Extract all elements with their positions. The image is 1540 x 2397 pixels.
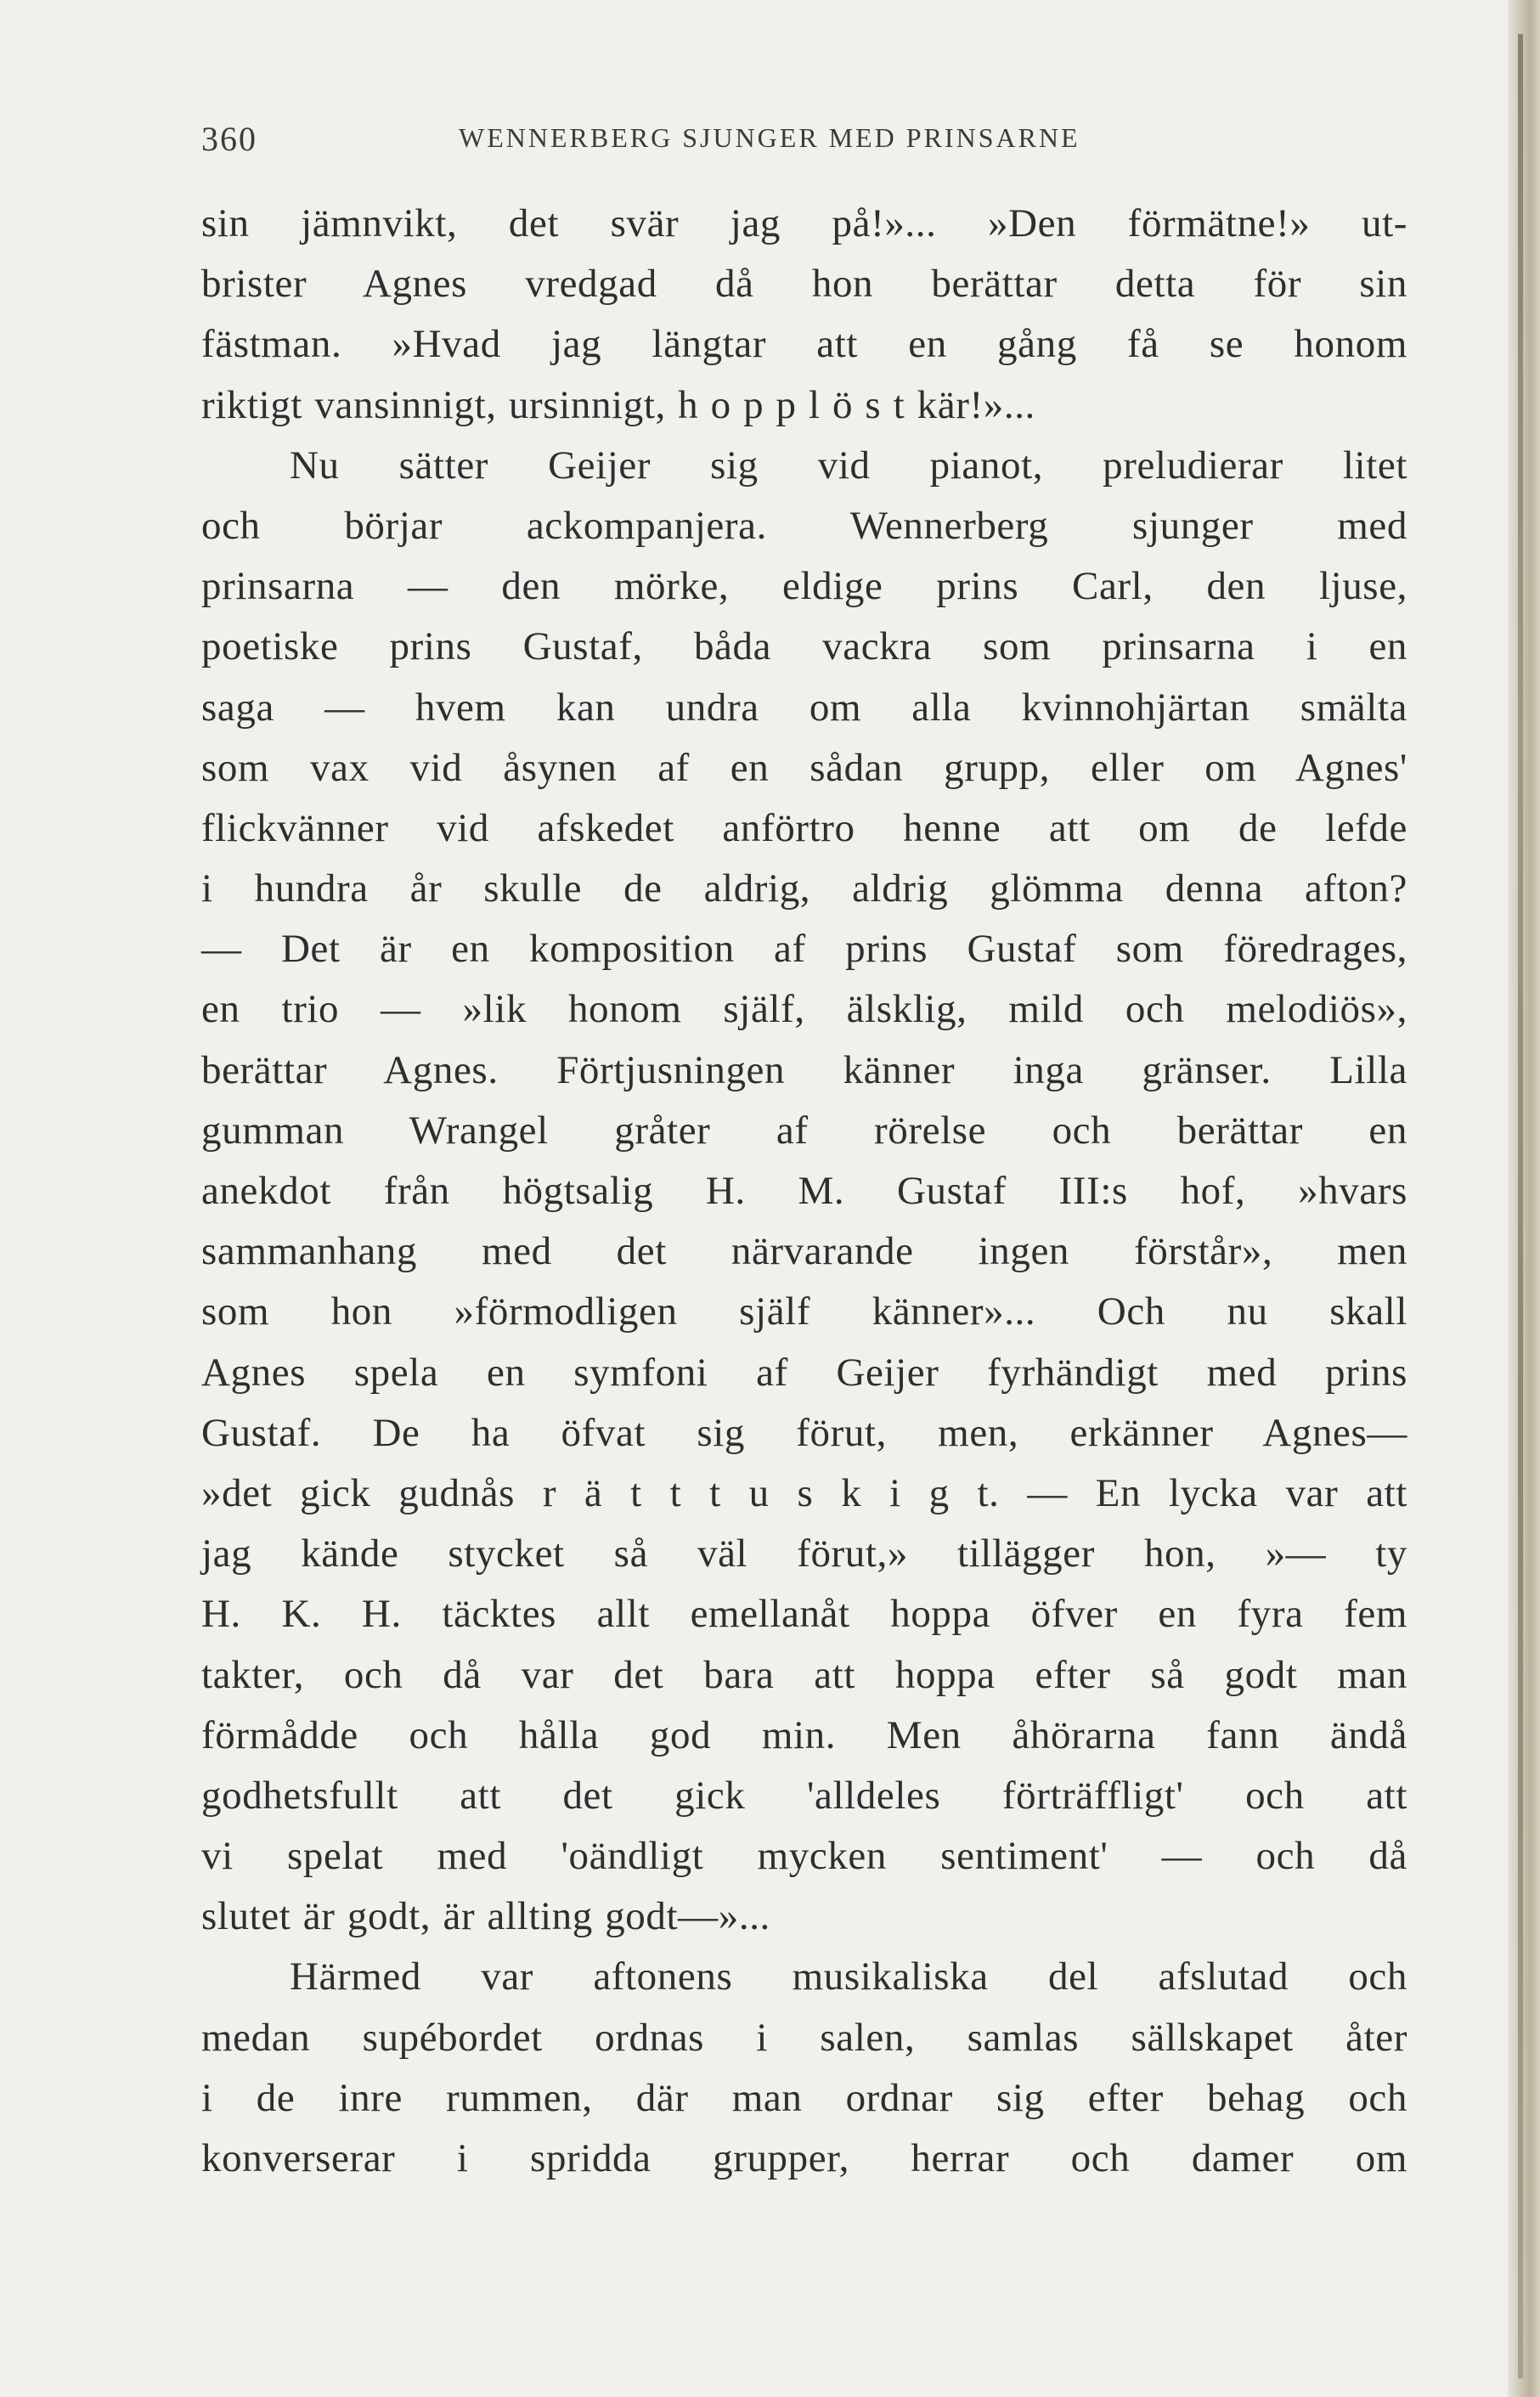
text-line: sin jämnvikt, det svär jag på!»... »Den förmätne!» ut-	[201, 201, 1407, 245]
text-line: slutet är godt, är allting godt—»...	[201, 1894, 770, 1939]
text-line: vi spelat med 'oändligt mycken sentiment' — och då	[201, 1834, 1407, 1879]
text-line: Gustaf. De ha öfvat sig förut, men, erkänner Agnes—	[201, 1410, 1407, 1455]
text-line: Härmed var aftonens musikaliska del afslutad och	[290, 1954, 1407, 1999]
text-line: en trio — »lik honom själf, älsklig, mild och melodiös»,	[201, 987, 1407, 1032]
text-line: i de inre rummen, där man ordnar sig efter behag och	[201, 2075, 1407, 2120]
page-header	[201, 119, 1407, 170]
text-line: sammanhang med det närvarande ingen förstår», men	[201, 1229, 1407, 1274]
page-number: 360	[201, 120, 257, 158]
text-line: i hundra år skulle de aldrig, aldrig glömma denna afton?	[201, 866, 1407, 911]
text-line: saga — hvem kan undra om alla kvinnohjärtan smälta	[201, 685, 1407, 730]
text-line: Agnes spela en symfoni af Geijer fyrhändigt med prins	[201, 1350, 1407, 1395]
binding-edge	[1518, 34, 1523, 2378]
text-line: poetiske prins Gustaf, båda vackra som prinsarna i en	[201, 624, 1407, 669]
text-line: berättar Agnes. Förtjusningen känner inga gränser. Lilla	[201, 1047, 1407, 1092]
text-line: prinsarna — den mörke, eldige prins Carl, den ljuse,	[201, 564, 1407, 609]
text-line: förmådde och hålla god min. Men åhörarna fann ändå	[201, 1712, 1407, 1757]
body-text	[201, 194, 1407, 2189]
text-line: som hon »förmodligen själf känner»... Och nu skall	[201, 1289, 1407, 1334]
text-line: medan supébordet ordnas i salen, samlas sällskapet åter	[201, 2015, 1407, 2060]
text-line: — Det är en komposition af prins Gustaf som föredrages,	[201, 927, 1407, 972]
running-title: WENNERBERG SJUNGER MED PRINSARNE	[459, 122, 1080, 153]
text-line: anekdot från högtsalig H. M. Gustaf III:s hof, »hvars	[201, 1169, 1407, 1213]
text-line: H. K. H. täcktes allt emellanåt hoppa öfver en fyra fem	[201, 1592, 1407, 1637]
page-edge-shadow	[1508, 0, 1540, 2397]
text-line: jag kände stycket så väl förut,» tillägger hon, »— ty	[201, 1531, 1407, 1576]
text-line: »det gick gudnås r ä t t t u s k i g t. — En lycka var att	[201, 1470, 1407, 1515]
text-line: konverserar i spridda grupper, herrar och damer om	[201, 2136, 1407, 2180]
text-line: fästman. »Hvad jag längtar att en gång få se honom	[201, 322, 1407, 367]
text-line: brister Agnes vredgad då hon berättar detta för sin	[201, 262, 1407, 307]
text-line: gumman Wrangel gråter af rörelse och berättar en	[201, 1108, 1407, 1153]
text-line: takter, och då var det bara att hoppa efter så godt man	[201, 1652, 1407, 1697]
text-line: Nu sätter Geijer sig vid pianot, preludierar litet	[290, 443, 1407, 488]
text-line: godhetsfullt att det gick 'alldeles förträffligt' och att	[201, 1773, 1407, 1818]
text-line: riktigt vansinnigt, ursinnigt, h o p p l ö s t kär!»...	[201, 382, 1035, 427]
text-line: och börjar ackompanjera. Wennerberg sjunger med	[201, 503, 1407, 548]
text-line: som vax vid åsynen af en sådan grupp, eller om Agnes'	[201, 745, 1407, 790]
text-line: flickvänner vid afskedet anförtro henne att om de lefde	[201, 805, 1407, 850]
